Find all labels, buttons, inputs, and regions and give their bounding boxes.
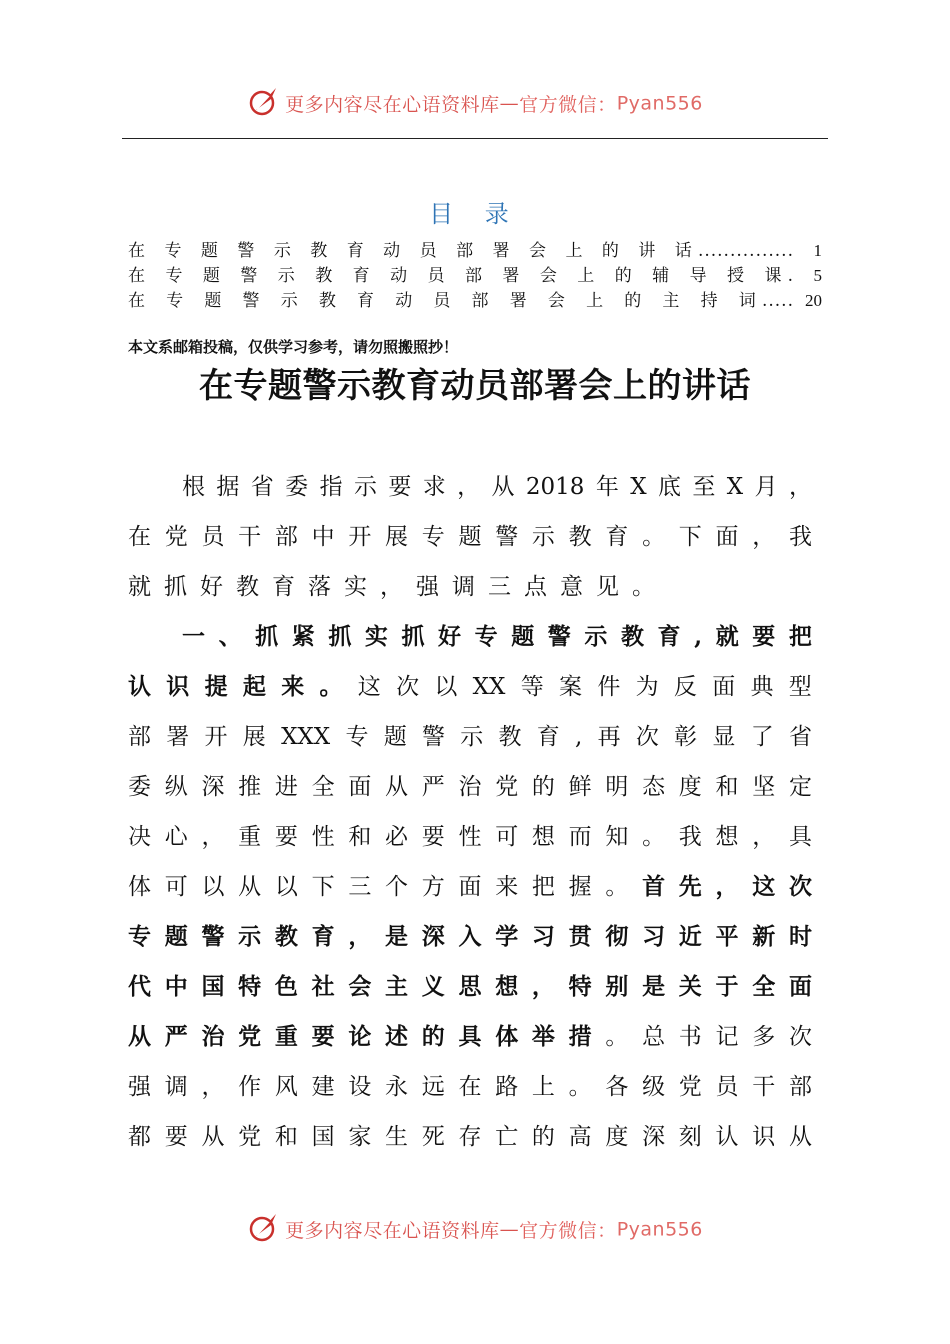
toc-entry[interactable]: [128, 261, 822, 286]
body-line-rest: 次: [396, 674, 420, 700]
body-line-start: 把: [531, 874, 555, 900]
body-line-start: 方: [421, 874, 445, 900]
toc-entry-page: 1: [813, 241, 822, 260]
body-line-rest: 书: [678, 1024, 702, 1050]
watermark-wechat-id: Pyan556: [616, 92, 703, 115]
body-line-rest: 型: [788, 674, 812, 700]
footer-watermark: [0, 1210, 950, 1249]
quill-logo-icon: [247, 1210, 281, 1249]
watermark-wechat-id: Pyan556: [616, 1218, 703, 1241]
body-line-start: 来: [495, 874, 519, 900]
emphasis-end: 要: [311, 1023, 335, 1050]
body-line: [128, 1012, 812, 1062]
body-line: 在 党 员 干 部 中 开 展 专 题 警 示 教 育 。 下 面 ， 我: [128, 524, 812, 550]
toc-entry-leader: .: [787, 266, 794, 286]
body-line-rest: 件: [597, 674, 621, 700]
body-line: [128, 862, 812, 912]
body-line: 就 抓 好 教 育 落 实 ， 强 调 三 点 意 见 。: [128, 574, 655, 600]
watermark-site: 更多内容尽在心语资料库: [285, 1220, 500, 1242]
body-line-rest: 以: [434, 674, 458, 700]
watermark-site: 更多内容尽在心语资料库: [285, 94, 500, 116]
body-line-start: 以: [274, 874, 298, 900]
body-line-rest: 。: [605, 1024, 629, 1050]
emphasis-start: 先: [678, 873, 702, 900]
watermark-wechat-label: 官方微信：: [519, 1220, 617, 1242]
document-body: [128, 462, 812, 1162]
body-line-rest: 记: [715, 1024, 739, 1050]
body-line-rest: 典: [750, 674, 774, 700]
section-heading-end: 认: [128, 673, 151, 700]
body-line-start: 个: [385, 874, 409, 900]
body-line-start: 体: [128, 874, 151, 900]
body-line: 决 心 ， 重 要 性 和 必 要 性 可 想 而 知 。 我 想 ， 具: [128, 824, 812, 850]
emphasis-end: 从: [128, 1023, 151, 1050]
body-line-start: 三: [348, 874, 372, 900]
body-line-start: 面: [458, 874, 482, 900]
body-line: 部 署 开 展 XXX 专 题 警 示 教 育 , 再 次 彰 显 了 省: [128, 724, 812, 750]
body-line-start: 握: [568, 874, 592, 900]
body-line: 委 纵 深 推 进 全 面 从 严 治 党 的 鲜 明 态 度 和 坚 定: [128, 774, 812, 800]
toc-entry[interactable]: [128, 236, 822, 261]
body-line-rest: 为: [635, 674, 659, 700]
toc-entry-leader: .....: [761, 291, 794, 311]
section-heading-line: 一 、 抓 紧 抓 实 抓 好 专 题 警 示 教 育 , 就 要 把: [182, 623, 812, 650]
section-heading-end: 提: [204, 673, 228, 700]
quill-logo-icon: [247, 84, 281, 123]
body-line-rest: XX: [472, 674, 506, 700]
body-line-rest: 等: [520, 674, 544, 700]
section-heading-end: 。: [319, 673, 343, 700]
body-line-start: 可: [164, 874, 188, 900]
body-line: 都 要 从 党 和 国 家 生 死 存 亡 的 高 度 深 刻 认 识 从: [128, 1124, 812, 1150]
body-line: 根 据 省 委 指 示 要 求 ， 从 2018 年 X 底 至 X 月 ，: [182, 474, 812, 500]
toc-entry-page: 20: [805, 291, 822, 310]
watermark-separator: —: [499, 1218, 520, 1241]
body-line-rest: 次: [788, 1024, 812, 1050]
table-of-contents: [128, 236, 822, 311]
watermark-wechat-label: 官方微信：: [519, 94, 617, 116]
section-heading-end: 来: [281, 673, 305, 700]
body-line-start: 下: [311, 874, 335, 900]
watermark-separator: —: [499, 92, 520, 115]
emphasis-end: 党: [238, 1023, 262, 1050]
section-heading-end: 起: [242, 673, 266, 700]
toc-entry-title: 在 专 题 警 示 教 育 动 员 部 署 会 上 的 讲 话: [128, 241, 692, 261]
emphasis-start: 首: [642, 873, 666, 900]
body-line-rest: 案: [559, 674, 583, 700]
section-heading-end: 识: [166, 673, 190, 700]
toc-entry[interactable]: [128, 286, 822, 311]
toc-title: 目 录: [429, 200, 521, 228]
emphasis-end: 举: [531, 1023, 555, 1050]
emphasis-end: 体: [495, 1023, 519, 1050]
emphasis-start: 次: [788, 873, 812, 900]
emphasis-start: 这: [752, 873, 776, 900]
body-line: 强 调 ， 作 风 建 设 永 远 在 路 上 。 各 级 党 员 干 部: [128, 1074, 812, 1100]
body-line-start: 以: [201, 874, 225, 900]
toc-entry-leader: ...............: [697, 241, 794, 261]
emphasis-start: ，: [715, 873, 739, 900]
toc-entry-title: 在 专 题 警 示 教 育 动 员 部 署 会 上 的 辅 导 授 课: [128, 266, 782, 286]
emphasis-end: 具: [458, 1023, 482, 1050]
emphasis-end: 严: [164, 1023, 188, 1050]
emphasis-end: 治: [201, 1023, 225, 1050]
emphasis-end: 重: [274, 1023, 298, 1050]
emphasis-line: 代 中 国 特 色 社 会 主 义 思 想 ， 特 别 是 关 于 全 面: [128, 973, 812, 1000]
emphasis-end: 述: [385, 1023, 409, 1050]
body-line-start: 。: [605, 874, 629, 900]
body-line: [128, 662, 812, 712]
body-line-rest: 总: [642, 1024, 666, 1050]
body-line-start: 从: [238, 874, 262, 900]
document-title: 在专题警示教育动员部署会上的讲话: [199, 366, 751, 406]
toc-entry-page: 5: [813, 266, 822, 285]
toc-entry-title: 在 专 题 警 示 教 育 动 员 部 署 会 上 的 主 持 词: [128, 291, 756, 311]
body-line-rest: 这: [357, 674, 381, 700]
body-line-rest: 多: [752, 1024, 776, 1050]
emphasis-end: 的: [421, 1023, 445, 1050]
emphasis-end: 论: [348, 1023, 372, 1050]
body-line-rest: 反: [673, 674, 697, 700]
body-line-rest: 面: [712, 674, 736, 700]
header-watermark: [0, 84, 950, 123]
emphasis-end: 措: [568, 1023, 592, 1050]
emphasis-line: 专 题 警 示 教 育 ， 是 深 入 学 习 贯 彻 习 近 平 新 时: [128, 923, 812, 950]
disclaimer-note: 本文系邮箱投稿，仅供学习参考，请勿照搬照抄！: [128, 338, 459, 356]
header-rule: [122, 138, 828, 139]
